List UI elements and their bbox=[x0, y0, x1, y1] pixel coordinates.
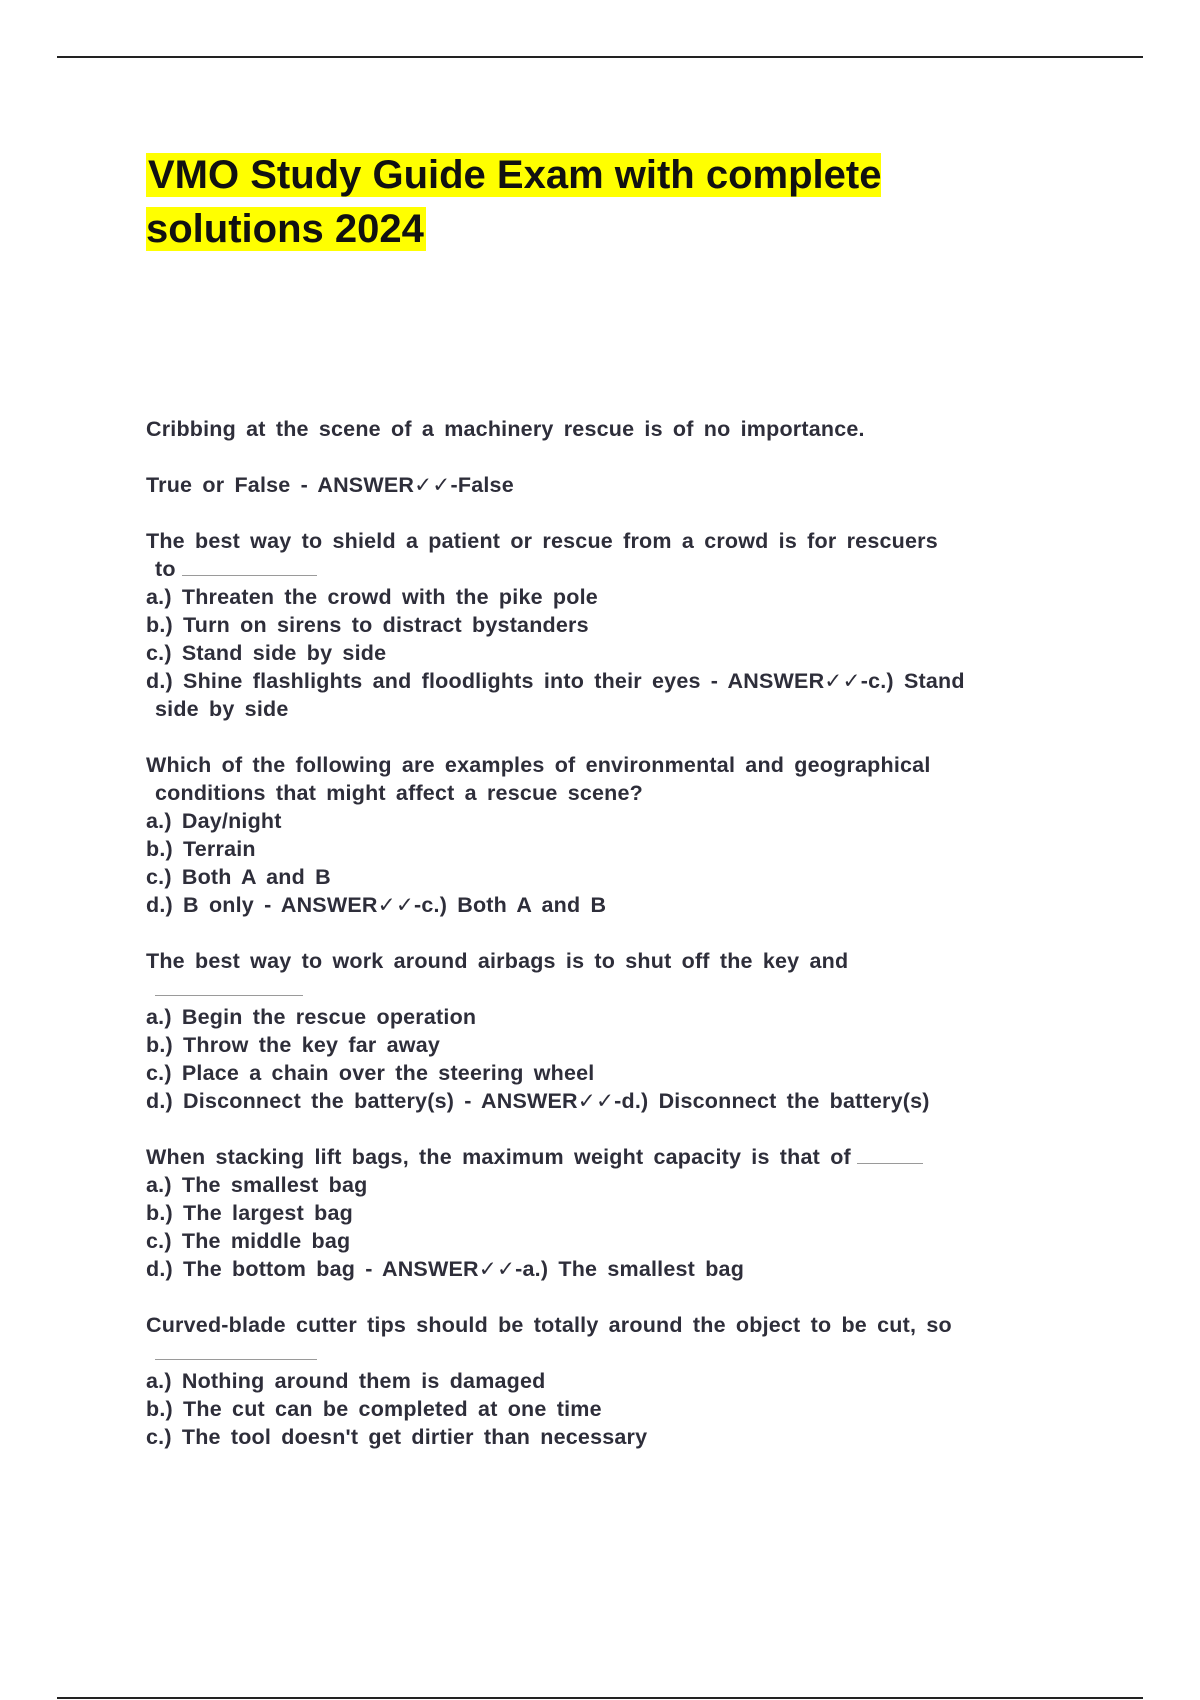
document-body bbox=[146, 415, 1076, 1479]
answer-continued: side by side bbox=[155, 697, 289, 721]
answer-blank bbox=[857, 1145, 923, 1164]
question-2 bbox=[146, 527, 1076, 723]
bottom-rule bbox=[57, 1697, 1143, 1699]
title-highlight: VMO Study Guide Exam with complete solutions 2024 bbox=[146, 153, 882, 251]
option-a: a.) Begin the rescue operation bbox=[146, 1005, 477, 1029]
option-b: b.) Throw the key far away bbox=[146, 1033, 441, 1057]
question-blank-line bbox=[146, 1339, 1076, 1367]
option-a: a.) Day/night bbox=[146, 809, 282, 833]
top-rule bbox=[57, 56, 1143, 58]
option-b: b.) Turn on sirens to distract bystanders bbox=[146, 613, 589, 637]
question-text-line bbox=[146, 1143, 1076, 1171]
question-6 bbox=[146, 1311, 1076, 1451]
option-c: c.) Place a chain over the steering wheel bbox=[146, 1061, 595, 1085]
answer-blank bbox=[155, 977, 303, 996]
question-4 bbox=[146, 947, 1076, 1115]
option-a: a.) Threaten the crowd with the pike pole bbox=[146, 585, 598, 609]
question-text: Which of the following are examples of environmental and geographical bbox=[146, 753, 931, 777]
question-blank-line bbox=[146, 975, 1076, 1003]
question-text: When stacking lift bags, the maximum weight capacity is that of bbox=[146, 1145, 851, 1169]
option-c: c.) The middle bag bbox=[146, 1229, 351, 1253]
answer-blank bbox=[155, 1341, 317, 1360]
question-3 bbox=[146, 751, 1076, 919]
option-a: a.) The smallest bag bbox=[146, 1173, 368, 1197]
spacer bbox=[146, 443, 1076, 471]
answer-blank bbox=[182, 557, 317, 576]
answer-text: True or False - ANSWER✓✓-False bbox=[146, 473, 514, 497]
option-c: c.) Both A and B bbox=[146, 865, 331, 889]
question-text-continued bbox=[146, 555, 1076, 583]
option-c: c.) Stand side by side bbox=[146, 641, 387, 665]
question-text: Curved-blade cutter tips should be totally around the object to be cut, so bbox=[146, 1313, 952, 1337]
question-text: The best way to work around airbags is to shut off the key and bbox=[146, 949, 849, 973]
option-c: c.) The tool doesn't get dirtier than necessary bbox=[146, 1425, 648, 1449]
question-text-continued: conditions that might affect a rescue scene? bbox=[155, 781, 643, 805]
question-text-end: to bbox=[155, 557, 176, 581]
option-d-with-answer: d.) Shine flashlights and floodlights into their eyes - ANSWER✓✓-c.) Stand bbox=[146, 669, 965, 693]
question-text: The best way to shield a patient or rescue from a crowd is for rescuers bbox=[146, 529, 938, 553]
option-a: a.) Nothing around them is damaged bbox=[146, 1369, 546, 1393]
option-d-with-answer: d.) B only - ANSWER✓✓-c.) Both A and B bbox=[146, 893, 607, 917]
option-d-with-answer: d.) The bottom bag - ANSWER✓✓-a.) The smallest bag bbox=[146, 1257, 745, 1281]
option-d-with-answer: d.) Disconnect the battery(s) - ANSWER✓✓-d.) Disconnect the battery(s) bbox=[146, 1089, 930, 1113]
question-1 bbox=[146, 415, 1076, 499]
question-5 bbox=[146, 1143, 1076, 1283]
question-text: Cribbing at the scene of a machinery rescue is of no importance. bbox=[146, 417, 865, 441]
document-title bbox=[146, 148, 1046, 256]
option-b: b.) Terrain bbox=[146, 837, 256, 861]
option-b: b.) The cut can be completed at one time bbox=[146, 1397, 602, 1421]
option-b: b.) The largest bag bbox=[146, 1201, 353, 1225]
